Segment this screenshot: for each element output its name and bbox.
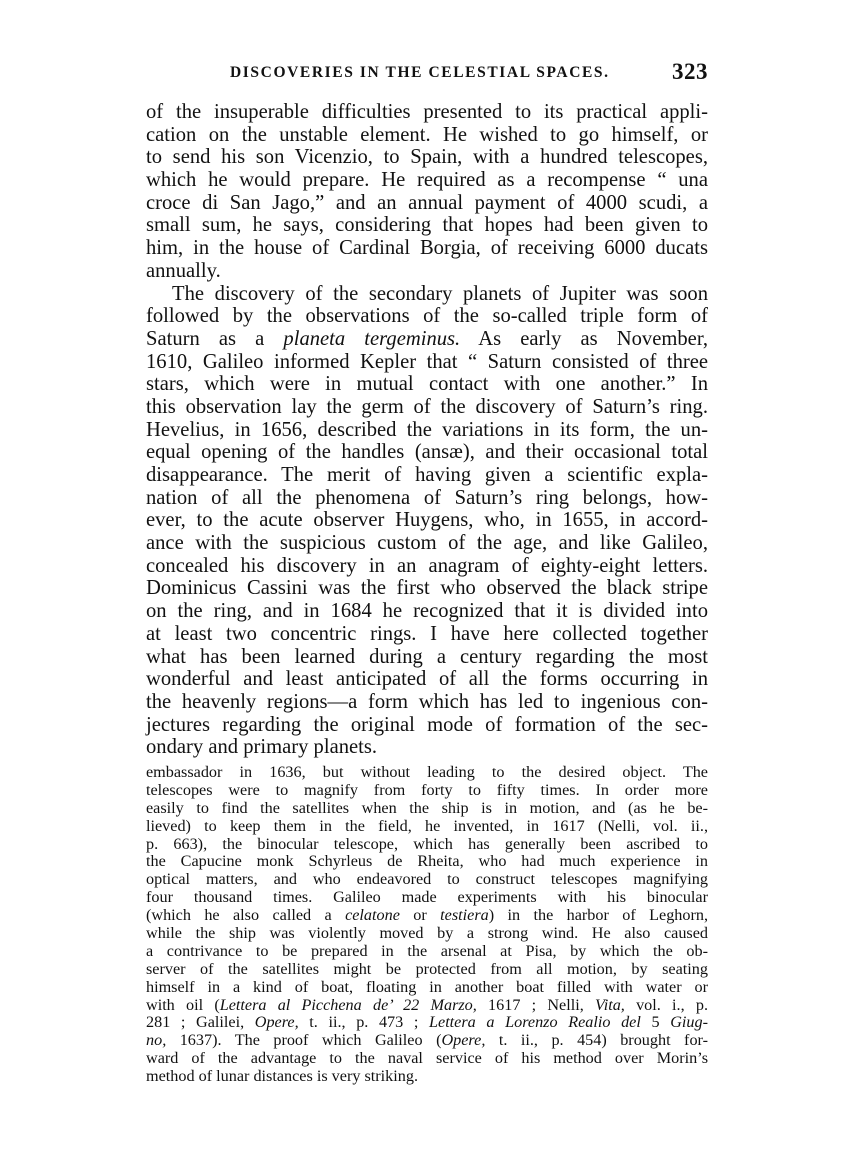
italic-term: celatone xyxy=(345,906,400,925)
italic-citation: Vita, xyxy=(595,995,625,1014)
italic-citation: Opere, xyxy=(254,1013,299,1032)
page-number: 323 xyxy=(672,59,708,84)
body-line: to send his son Vicenzio, to Spain, with a hundred telescopes, xyxy=(146,146,708,169)
footnote-text-run: 5 xyxy=(640,1013,671,1032)
body-line: concealed his discovery in an anagram of eighty-eight letters. xyxy=(146,554,708,577)
italic-term: testiera xyxy=(440,906,489,925)
italic-phrase: planeta tergeminus. xyxy=(283,327,461,350)
body-line: what has been learned during a century regarding the most xyxy=(146,645,708,668)
footnote-line: server of the satellites might be protected from all motion, by seating xyxy=(146,959,708,978)
footnote xyxy=(146,764,708,1086)
footnote-line: himself in a kind of boat, floating in another boat filled with water or xyxy=(146,977,708,996)
footnote-line xyxy=(146,1014,708,1032)
body-line xyxy=(146,328,708,351)
italic-citation: Giug- xyxy=(670,1013,708,1032)
body-line: The discovery of the secondary planets of Jupiter was soon xyxy=(172,282,708,305)
body-text-run: Saturn as a xyxy=(146,327,265,350)
footnote-text-run: or xyxy=(413,906,427,925)
body-line: small sum, he says, considering that hopes had been given to xyxy=(146,214,708,237)
body-line: which he would prepare. He required as a recompense “ una xyxy=(146,169,708,192)
footnote-line: a contrivance to be prepared in the arsenal at Pisa, by which the ob- xyxy=(146,941,708,960)
body-line: at least two concentric rings. I have here collected together xyxy=(146,622,708,645)
footnote-text-run: t. ii., p. 473 ; xyxy=(298,1013,429,1032)
footnote-line: four thousand times. Galileo made experiments with his binocular xyxy=(146,888,708,907)
body-line: nation of all the phenomena of Saturn’s ring belongs, how- xyxy=(146,486,708,509)
footnote-text-run: 281 ; Galilei, xyxy=(146,1013,255,1032)
footnote-text-run: (which he also called a xyxy=(146,906,332,925)
body-line: ondary and primary planets. xyxy=(146,736,378,759)
body-line: Dominicus Cassini was the first who observed the black stripe xyxy=(146,577,708,600)
body-text-run: As early as November, xyxy=(478,327,708,350)
body-line: ance with the suspicious custom of the age, and like Galileo, xyxy=(146,532,708,555)
footnote-text-run: ) in the harbor of Leghorn, xyxy=(488,906,709,925)
footnote-text-run: with oil ( xyxy=(146,995,220,1014)
footnote-line: optical matters, and who endeavored to construct telescopes magnifying xyxy=(146,870,708,889)
italic-citation: Lettera a Lorenzo Realio del xyxy=(429,1013,641,1032)
body-line: cation on the unstable element. He wished to go himself, or xyxy=(146,123,708,146)
italic-citation: Lettera al Picchena de’ 22 Marzo, xyxy=(219,995,477,1014)
footnote-line: embassador in 1636, but without leading to the desired object. The xyxy=(146,763,708,781)
body-line: him, in the house of Cardinal Borgia, of receiving 6000 ducats xyxy=(146,237,708,260)
italic-citation: no, xyxy=(146,1031,167,1050)
body-line: croce di San Jago,” and an annual payment of 4000 scudi, a xyxy=(146,191,708,214)
footnote-line: method of lunar distances is very striking. xyxy=(146,1067,418,1086)
body-line: annually. xyxy=(146,259,221,282)
footnote-text-run: vol. i., p. xyxy=(624,995,708,1014)
body-line: jectures regarding the original mode of formation of the sec- xyxy=(146,713,708,736)
footnote-line: the Capucine monk Schyrleus de Rheita, who had much experience in xyxy=(146,852,708,871)
footnote-line: telescopes were to magnify from forty to fifty times. In order more xyxy=(146,780,708,799)
body-line: of the insuperable difficulties presented to its practical appli- xyxy=(146,101,708,123)
footnote-line: ward of the advantage to the naval service of his method over Morin’s xyxy=(146,1049,708,1068)
footnote-text-run: 1637). The proof which Galileo ( xyxy=(166,1031,442,1050)
footnote-line: easily to find the satellites when the ship is in motion, and (as he be- xyxy=(146,798,708,817)
running-head xyxy=(146,59,708,90)
body-line: ever, to the acute observer Huygens, who, in 1655, in accord- xyxy=(146,509,708,532)
body-line: stars, which were in mutual contact with one another.” In xyxy=(146,373,708,396)
body-line: 1610, Galileo informed Kepler that “ Saturn consisted of three xyxy=(146,350,708,373)
body-text xyxy=(146,101,708,759)
body-line: this observation lay the germ of the discovery of Saturn’s ring. xyxy=(146,395,708,418)
body-line: followed by the observations of the so-called triple form of xyxy=(146,305,708,328)
footnote-text-run: t. ii., p. 454) brought for- xyxy=(485,1031,708,1050)
body-line: Hevelius, in 1656, described the variations in its form, the un- xyxy=(146,418,708,441)
body-line: the heavenly regions—a form which has led to ingenious con- xyxy=(146,690,708,713)
footnote-line xyxy=(146,997,708,1015)
running-title: DISCOVERIES IN THE CELESTIAL SPACES. xyxy=(230,64,610,81)
body-line: wonderful and least anticipated of all the forms occurring in xyxy=(146,668,708,691)
italic-citation: Opere, xyxy=(441,1031,486,1050)
footnote-line: p. 663), the binocular telescope, which has generally been ascribed to xyxy=(146,834,708,853)
footnote-line: while the ship was violently moved by a strong wind. He also caused xyxy=(146,924,708,943)
footnote-line: lieved) to keep them in the field, he invented, in 1617 (Nelli, vol. ii., xyxy=(146,816,708,835)
body-line: equal opening of the handles (ansæ), and their occasional total xyxy=(146,441,708,464)
footnote-text-run: 1617 ; Nelli, xyxy=(476,995,596,1014)
footnote-line xyxy=(146,907,708,925)
footnote-line xyxy=(146,1032,708,1050)
body-line: disappearance. The merit of having given a scientific expla- xyxy=(146,464,708,486)
body-line: on the ring, and in 1684 he recognized that it is divided into xyxy=(146,600,708,623)
